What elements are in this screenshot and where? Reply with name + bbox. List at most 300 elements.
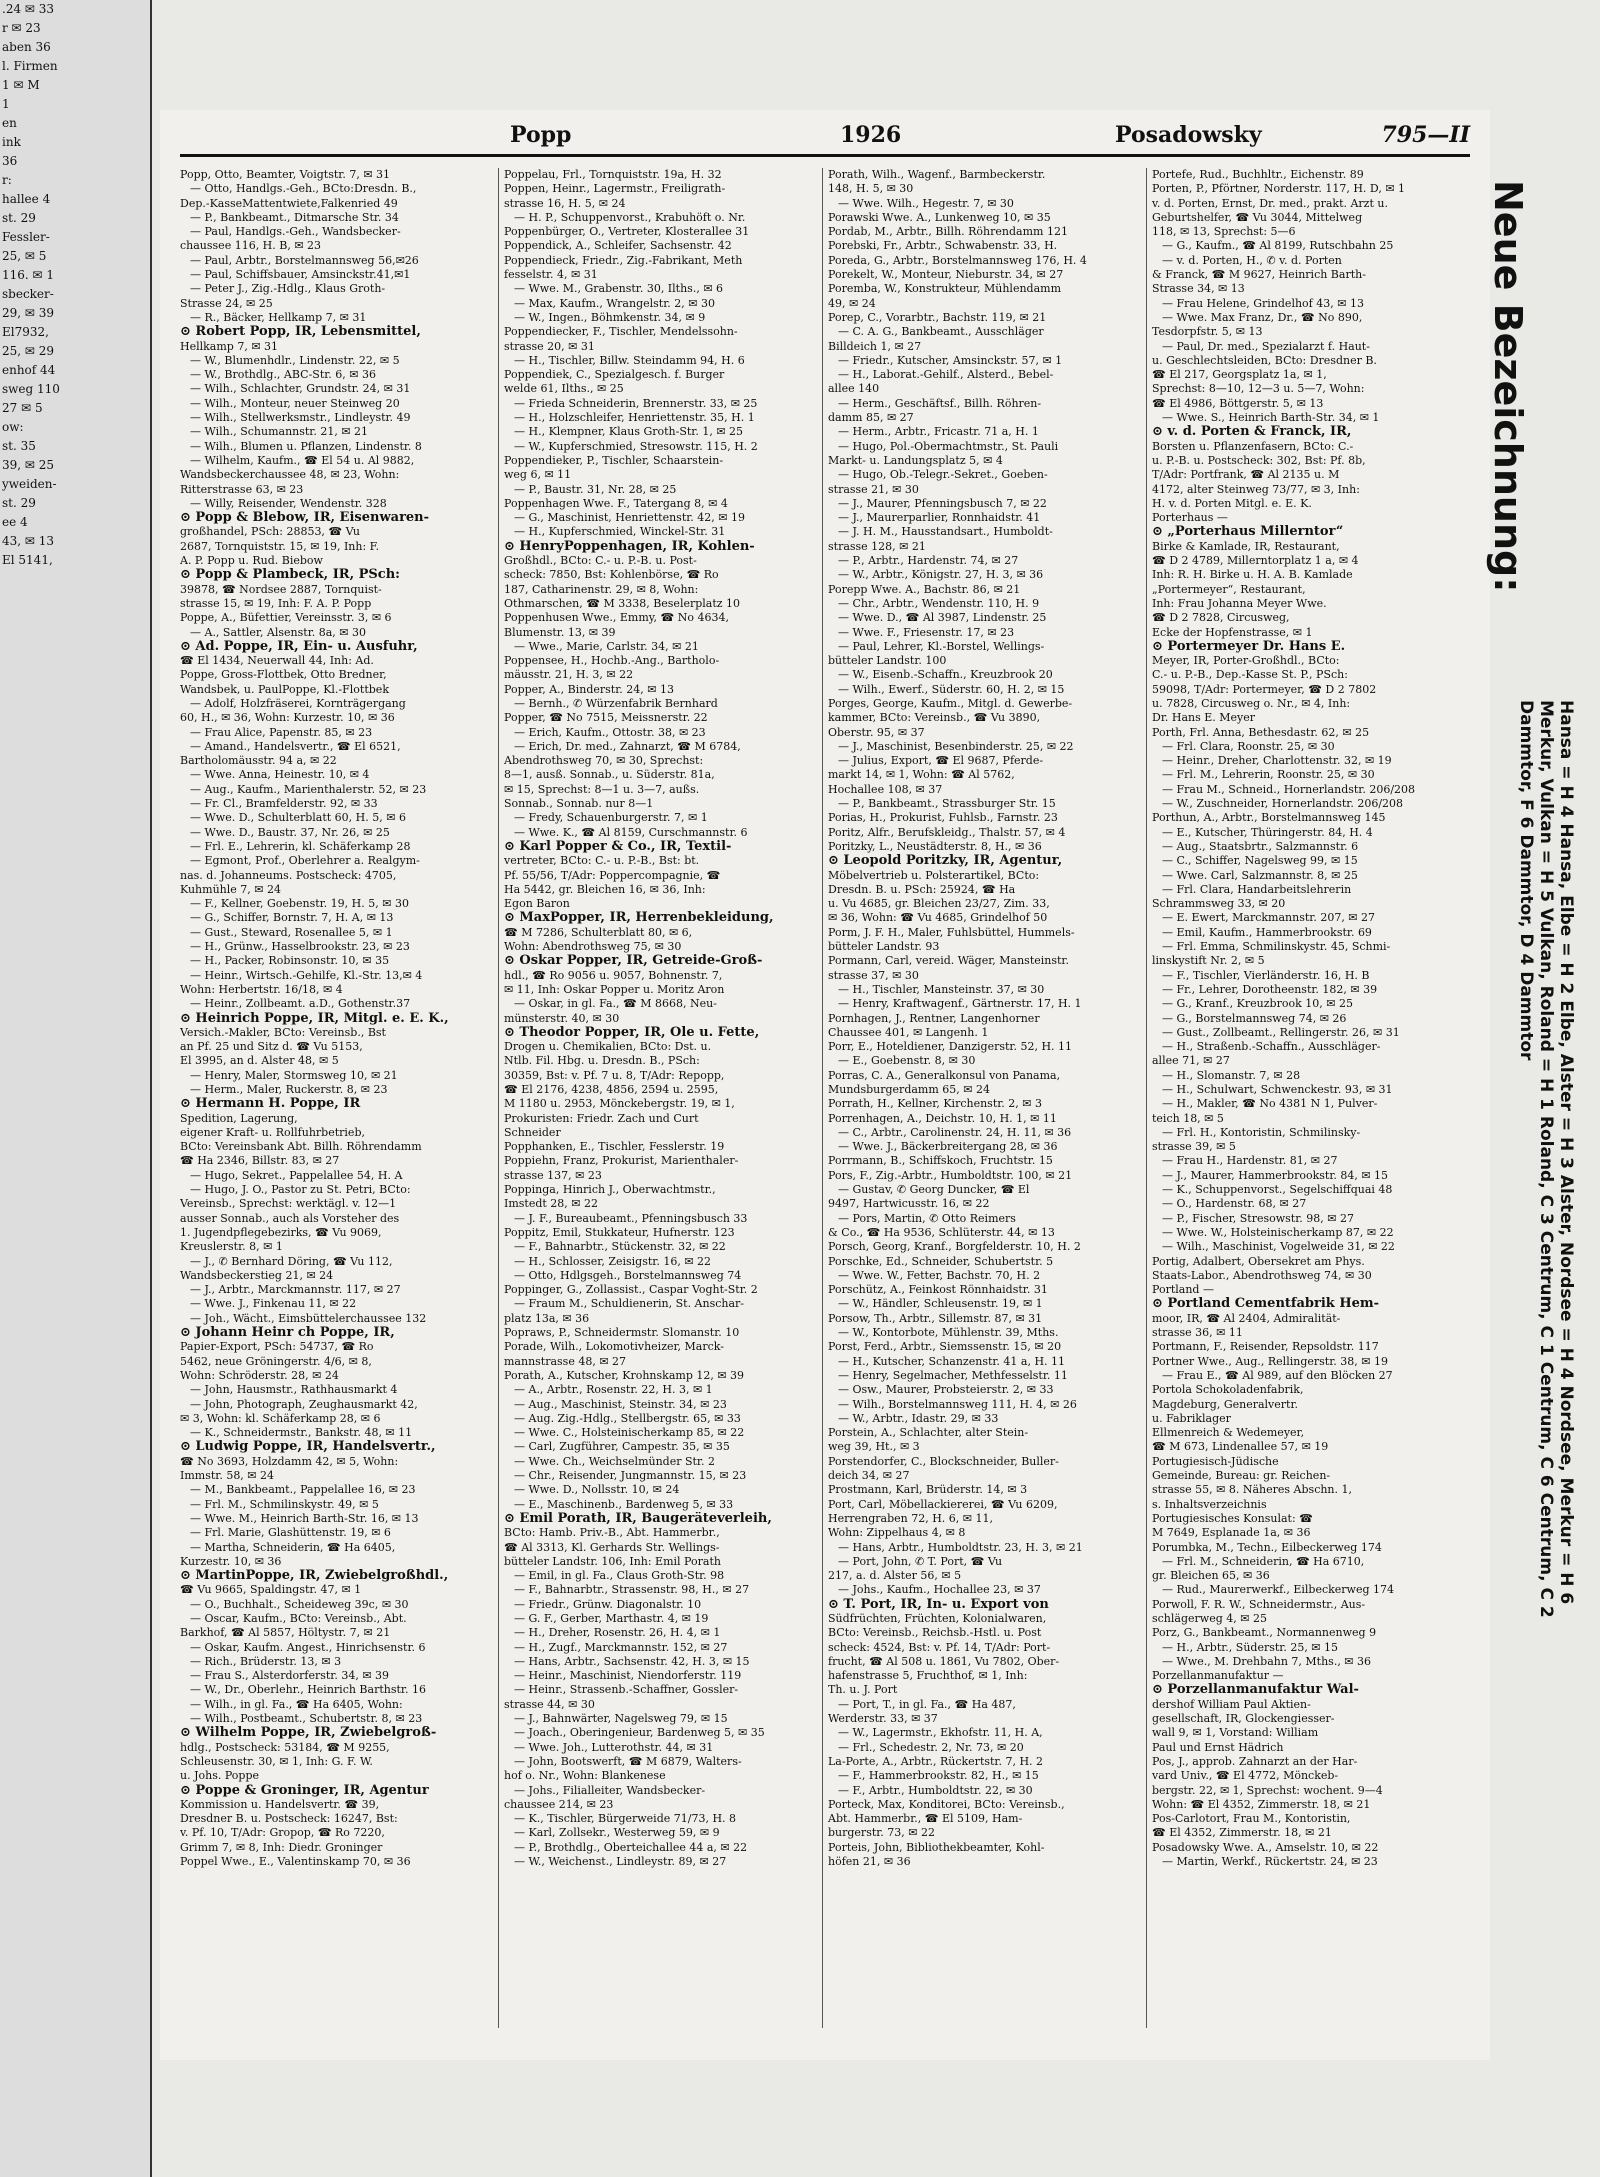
directory-entry-line: ☎ El 1434, Neuerwall 44, Inh: Ad.	[180, 654, 374, 668]
directory-entry-line: — Emil, in gl. Fa., Claus Groth-Str. 98	[514, 1569, 725, 1583]
directory-entry-line: Ritterstrasse 63, ✉ 23	[180, 482, 304, 496]
directory-entry-line: Kuhmühle 7, ✉ 24	[180, 882, 281, 896]
directory-entry-line: — Port, T., in gl. Fa., ☎ Ha 487,	[838, 1697, 1016, 1711]
directory-entry-line: Portig, Adalbert, Obersekret am Phys.	[1152, 1254, 1365, 1268]
directory-entry-line: — Aug. Zig.-Hdlg., Stellbergstr. 65, ✉ 33	[514, 1411, 741, 1425]
directory-entry-line: ✉ 3, Wohn: kl. Schäferkamp 28, ✉ 6	[180, 1411, 381, 1425]
directory-entry-line: linskystift Nr. 2, ✉ 5	[1152, 954, 1265, 968]
directory-entry-line: — Wwe. W., Fetter, Bachstr. 70, H. 2	[838, 1268, 1041, 1282]
directory-entry-line: ⊙ v. d. Porten & Franck, IR,	[1152, 425, 1352, 440]
directory-entry-line: ⊙ Karl Popper & Co., IR, Textil-	[504, 839, 732, 854]
directory-entry-line: — H., Kutscher, Schanzenstr. 41 a, H. 11	[838, 1354, 1066, 1368]
directory-entry-line: strasse 15, ✉ 19, Inh: F. A. P. Popp	[180, 596, 372, 610]
directory-entry-line: ⊙ T. Port, IR, In- u. Export von	[828, 1597, 1049, 1612]
facing-page-fragment: yweiden-	[2, 477, 57, 491]
directory-entry-line: — Emil, Kaufm., Hammerbrookstr. 69	[1162, 925, 1372, 939]
directory-entry-line: Papier-Export, PSch: 54737, ☎ Ro	[180, 1340, 374, 1354]
directory-entry-line: — Wilh., Postbeamt., Schubertstr. 8, ✉ 23	[190, 1712, 423, 1726]
directory-entry-line: teich 18, ✉ 5	[1152, 1111, 1224, 1125]
directory-entry-line: — Hugo, Ob.-Telegr.-Sekret., Goeben-	[838, 468, 1048, 482]
directory-entry-line: u. 7828, Circusweg o. Nr., ✉ 4, Inh:	[1152, 696, 1351, 710]
directory-entry-line: — H., Dreher, Rosenstr. 26, H. 4, ✉ 1	[514, 1626, 721, 1640]
directory-entry-line: 118, ✉ 13, Sprechst: 5—6	[1152, 225, 1296, 239]
directory-entry-line: 9497, Hartwicusstr. 16, ✉ 22	[828, 1197, 990, 1211]
directory-entry-line: — F., Arbtr., Humboldtstr. 22, ✉ 30	[838, 1783, 1033, 1797]
directory-entry-line: BCto: Vereinsb., Reichsb.-Hstl. u. Post	[828, 1626, 1042, 1640]
directory-entry-line: Portner Wwe., Aug., Rellingerstr. 38, ✉ 19	[1152, 1354, 1388, 1368]
side-legend	[1480, 180, 1590, 1680]
header-year: 1926	[840, 122, 902, 148]
directory-entry-line: mäusstr. 21, H. 3, ✉ 22	[504, 668, 634, 682]
directory-entry-line: Poppendiecker, F., Tischler, Mendelssohn-	[504, 325, 738, 339]
directory-entry-line: — Gustav, ✆ Georg Duncker, ☎ El	[838, 1183, 1030, 1197]
directory-entry-line: ⊙ Popp & Blebow, IR, Eisenwaren-	[180, 511, 430, 526]
directory-entry-line: hof o. Nr., Wohn: Blankenese	[504, 1769, 666, 1783]
facing-page-fragment: r ✉ 23	[2, 21, 41, 35]
directory-entry-line: ⊙ HenryPoppenhagen, IR, Kohlen-	[504, 539, 755, 554]
directory-entry-line: — Paul, Lehrer, Kl.-Borstel, Wellings-	[838, 639, 1045, 653]
directory-entry-line: — E., Goebenstr. 8, ✉ 30	[838, 1054, 976, 1068]
directory-entry-line: vard Univ., ☎ El 4772, Mönckeb-	[1152, 1769, 1339, 1783]
directory-entry-line: Poppendieker, P., Tischler, Schaarstein-	[504, 453, 724, 467]
directory-entry-line: strasse 37, ✉ 30	[828, 968, 919, 982]
directory-entry-line: — W., Ingen., Böhmkenstr. 34, ✉ 9	[514, 310, 706, 324]
directory-entry-line: — Erich, Dr. med., Zahnarzt, ☎ M 6784,	[514, 739, 741, 753]
directory-entry-line: 8—1, ausß. Sonnab., u. Süderstr. 81a,	[504, 768, 715, 782]
directory-entry-line: — Wwe. D., Baustr. 37, Nr. 26, ✉ 25	[190, 825, 390, 839]
directory-entry-line: — Wwe., Marie, Carlstr. 34, ✉ 21	[514, 639, 699, 653]
facing-page-fragment: ink	[2, 135, 21, 149]
header-last-entry: Posadowsky	[1115, 122, 1262, 148]
directory-entry-line: — Fr. Cl., Bramfelderstr. 92, ✉ 33	[190, 797, 378, 811]
facing-page-fragment: El7932,	[2, 325, 49, 339]
directory-entry-line: — W., Dr., Oberlehr., Heinrich Barthstr. 16	[190, 1683, 426, 1697]
directory-entry-line: Porawski Wwe. A., Lunkenweg 10, ✉ 35	[828, 210, 1051, 224]
directory-entry-line: Wandsbeckerchaussee 48, ✉ 23, Wohn:	[180, 468, 400, 482]
directory-page	[160, 110, 1490, 2060]
directory-entry-line: Poppinga, Hinrich J., Oberwachtmstr.,	[504, 1183, 716, 1197]
directory-entry-line: — C. A. G., Bankbeamt., Ausschläger	[838, 325, 1044, 339]
directory-entry-line: Tesdorpfstr. 5, ✉ 13	[1152, 325, 1263, 339]
directory-entry-line: Birke & Kamlade, IR, Restaurant,	[1152, 539, 1340, 553]
directory-entry-line: Poritz, Alfr., Berufskleidg., Thalstr. 57, ✉ 4	[828, 825, 1066, 839]
directory-entry-line: ☎ M 673, Lindenallee 57, ✉ 19	[1152, 1440, 1329, 1454]
directory-entry-line: — Wwe. M., Grabenstr. 30, Ilths., ✉ 6	[514, 282, 724, 296]
directory-entry-line: — Friedr., Kutscher, Amsinckstr. 57, ✉ 1	[838, 353, 1063, 367]
directory-entry-line: 60, H., ✉ 36, Wohn: Kurzestr. 10, ✉ 36	[180, 711, 395, 725]
directory-entry-line: hafenstrasse 5, Fruchthof, ✉ 1, Inh:	[828, 1669, 1028, 1683]
directory-entry-line: Pors, F., Zig.-Arbtr., Humboldtstr. 100, ✉ 21	[828, 1168, 1073, 1182]
directory-entry-line: Porwoll, F. R. W., Schneidermstr., Aus-	[1152, 1597, 1366, 1611]
directory-entry-line: — W., Brothdlg., ABC-Str. 6, ✉ 36	[190, 368, 376, 382]
directory-entry-line: gr. Bleichen 65, ✉ 36	[1152, 1569, 1270, 1583]
directory-entry-line: — W., Eisenb.-Schaffn., Kreuzbrook 20	[838, 668, 1053, 682]
directory-entry-line: Porrenhagen, A., Deichstr. 10, H. 1, ✉ 11	[828, 1111, 1057, 1125]
entry-columns	[180, 168, 1470, 2028]
directory-entry-line: — E., Maschinenb., Bardenweg 5, ✉ 33	[514, 1497, 734, 1511]
directory-entry-line: — Frau Alice, Papenstr. 85, ✉ 23	[190, 725, 373, 739]
directory-entry-line: Wohn: Schröderstr. 28, ✉ 24	[180, 1368, 339, 1382]
directory-entry-line: — H. P., Schuppenvorst., Krabuhöft o. Nr.	[514, 210, 746, 224]
directory-entry-line: Sprechst: 8—10, 12—3 u. 5—7, Wohn:	[1152, 382, 1365, 396]
directory-entry-line: — Wwe. M., Heinrich Barth-Str. 16, ✉ 13	[190, 1511, 419, 1525]
directory-entry-line: — Frl. H., Kontoristin, Schmilinsky-	[1162, 1125, 1361, 1139]
directory-entry-line: — Martin, Werkf., Rückertstr. 24, ✉ 23	[1162, 1855, 1378, 1869]
directory-entry-line: Geburtshelfer, ☎ Vu 3044, Mittelweg	[1152, 210, 1363, 224]
directory-entry-line: u. Fabriklager	[1152, 1411, 1231, 1425]
directory-entry-line: ☎ No 3693, Holzdamm 42, ✉ 5, Wohn:	[180, 1454, 399, 1468]
directory-entry-line: Meyer, IR, Porter-Großhdl., BCto:	[1152, 654, 1340, 668]
directory-entry-line: u. Johs. Poppe	[180, 1769, 260, 1783]
directory-entry-line: ☎ Al 3313, Kl. Gerhards Str. Wellings-	[504, 1540, 720, 1554]
directory-entry-line: — Frau M., Schneid., Hornerlandstr. 206/208	[1162, 782, 1416, 796]
directory-entry-line: v. Pf. 10, T/Adr: Gropop, ☎ Ro 7220,	[180, 1826, 385, 1840]
directory-entry-line: — Frl. Clara, Handarbeitslehrerin	[1162, 882, 1352, 896]
directory-entry-line: — Wilh., Maschinist, Vogelweide 31, ✉ 22	[1162, 1240, 1395, 1254]
directory-entry-line: — Aug., Maschinist, Steinstr. 34, ✉ 23	[514, 1397, 727, 1411]
directory-entry-line: — Gust., Steward, Rosenallee 5, ✉ 1	[190, 925, 393, 939]
directory-entry-line: frucht, ☎ Al 508 u. 1861, Vu 7802, Ober-	[828, 1654, 1060, 1668]
directory-entry-line: münsterstr. 40, ✉ 30	[504, 1011, 620, 1025]
directory-entry-line: — Paul, Handlgs.-Geh., Wandsbecker-	[190, 225, 401, 239]
directory-entry-line: Porath, A., Kutscher, Krohnskamp 12, ✉ 39	[504, 1368, 745, 1382]
directory-entry-line: Pos-Carlotort, Frau M., Kontoristin,	[1152, 1812, 1351, 1826]
facing-page-fragment: .24 ✉ 33	[2, 2, 55, 16]
facing-page-fragment: sbecker-	[2, 287, 54, 301]
directory-entry-line: — H., Tischler, Billw. Steindamm 94, H. 6	[514, 353, 745, 367]
directory-entry-line: allee 140	[828, 382, 880, 396]
directory-entry-line: strasse 36, ✉ 11	[1152, 1326, 1243, 1340]
directory-entry-line: — G., Maschinist, Henriettenstr. 42, ✉ 19	[514, 511, 745, 525]
facing-page-fragment: en	[2, 116, 17, 130]
directory-entry-line: — C., Arbtr., Carolinenstr. 24, H. 11, ✉ 36	[838, 1125, 1072, 1139]
directory-entry-line: — F., Bahnarbtr., Stückenstr. 32, ✉ 22	[514, 1240, 726, 1254]
directory-entry-line: — H., Kupferschmied, Winckel-Str. 31	[514, 525, 726, 539]
directory-entry-line: ⊙ Porzellanmanufaktur Wal-	[1152, 1683, 1359, 1698]
directory-entry-line: Gemeinde, Bureau: gr. Reichen-	[1152, 1469, 1331, 1483]
directory-entry-line: — E., Kutscher, Thüringerstr. 84, H. 4	[1162, 825, 1373, 839]
directory-entry-line: ☎ D 2 4789, Millerntorplatz 1 a, ✉ 4	[1152, 554, 1359, 568]
directory-entry-line: — Julius, Export, ☎ El 9687, Pferde-	[838, 754, 1044, 768]
directory-entry-line: — P., Brothdlg., Oberteichallee 44 a, ✉ 22	[514, 1840, 748, 1854]
directory-entry-line: — W., Weichenst., Lindleystr. 89, ✉ 27	[514, 1855, 727, 1869]
directory-entry-line: — Wwe. W., Holsteinischerkamp 87, ✉ 22	[1162, 1225, 1394, 1239]
directory-entry-line: — H., Makler, ☎ No 4381 N 1, Pulver-	[1162, 1097, 1378, 1111]
directory-entry-line: Poppendick, A., Schleifer, Sachsenstr. 42	[504, 239, 732, 253]
directory-entry-line: Poppiehn, Franz, Prokurist, Marienthaler-	[504, 1154, 739, 1168]
directory-entry-line: Porstendorfer, C., Blockschneider, Buller-	[828, 1454, 1059, 1468]
directory-entry-line: Porep, C., Vorarbtr., Bachstr. 119, ✉ 21	[828, 310, 1047, 324]
directory-entry-line: — Pors, Martin, ✆ Otto Reimers	[838, 1211, 1016, 1225]
directory-entry-line: — W., Kontorbote, Mühlenstr. 39, Mths.	[838, 1326, 1059, 1340]
directory-entry-line: Poppel Wwe., E., Valentinskamp 70, ✉ 36	[180, 1855, 411, 1869]
directory-entry-line: Prokuristen: Friedr. Zach und Curt	[504, 1111, 699, 1125]
directory-entry-line: markt 14, ✉ 1, Wohn: ☎ Al 5762,	[828, 768, 1015, 782]
directory-entry-line: — H., Packer, Robinsonstr. 10, ✉ 35	[190, 954, 390, 968]
directory-entry-line: Immstr. 58, ✉ 24	[180, 1469, 275, 1483]
directory-entry-line: T/Adr: Portfrank, ☎ Al 2135 u. M	[1152, 468, 1340, 482]
directory-entry-line: — Friedr., Grünw. Diagonalstr. 10	[514, 1597, 702, 1611]
facing-page-fragment: ee 4	[2, 515, 28, 529]
directory-entry-line: — K., Schneidermstr., Bankstr. 48, ✉ 11	[190, 1426, 413, 1440]
directory-entry-line: — Henry, Maler, Stormsweg 10, ✉ 21	[190, 1068, 398, 1082]
directory-entry-line: Poppendiek, C., Spezialgesch. f. Burger	[504, 368, 725, 382]
directory-entry-line: schlägerweg 4, ✉ 25	[1152, 1611, 1267, 1625]
directory-entry-line: Porstein, A., Schlachter, alter Stein-	[828, 1426, 1029, 1440]
facing-page-fragment: st. 29	[2, 211, 36, 225]
directory-entry-line: — H., Holzschleifer, Henriettenstr. 35, H. 1	[514, 411, 755, 425]
directory-entry-line: Porten, P., Pförtner, Norderstr. 117, H. D, ✉ 1	[1152, 182, 1406, 196]
directory-entry-line: Strasse 24, ✉ 25	[180, 296, 273, 310]
directory-entry-line: — Wwe. Carl, Salzmannstr. 8, ✉ 25	[1162, 868, 1358, 882]
directory-entry-line: — H., Grünw., Hasselbrookstr. 23, ✉ 23	[190, 940, 410, 954]
directory-entry-line: H. v. d. Porten Mitgl. e. E. K.	[1152, 496, 1312, 510]
directory-entry-line: bergstr. 22, ✉ 1, Sprechst: wochent. 9—4	[1152, 1783, 1383, 1797]
directory-entry-line: Porteck, Max, Konditorei, BCto: Vereinsb.,	[828, 1797, 1065, 1811]
directory-entry-line: — W., Händler, Schleusenstr. 19, ✉ 1	[838, 1297, 1043, 1311]
directory-entry-line: an Pf. 25 und Sitz d. ☎ Vu 5153,	[180, 1040, 363, 1054]
directory-entry-line: ⊙ Popp & Plambeck, IR, PSch:	[180, 568, 400, 583]
directory-entry-line: ☎ M 7286, Schulterblatt 80, ✉ 6,	[504, 925, 693, 939]
directory-entry-line: kammer, BCto: Vereinsb., ☎ Vu 3890,	[828, 711, 1041, 725]
directory-entry-line: — Johs., Kaufm., Hochallee 23, ✉ 37	[838, 1583, 1041, 1597]
directory-entry-line: — Wwe. Anna, Heinestr. 10, ✉ 4	[190, 768, 370, 782]
directory-entry-line: — Herm., Geschäftsf., Billh. Röhren-	[838, 396, 1042, 410]
directory-entry-line: — Egmont, Prof., Oberlehrer a. Realgym-	[190, 854, 420, 868]
directory-entry-line: ☎ Vu 9665, Spaldingstr. 47, ✉ 1	[180, 1583, 362, 1597]
directory-entry-line: A. P. Popp u. Rud. Biebow	[180, 554, 323, 568]
directory-entry-line: — Wilh., Blumen u. Pflanzen, Lindenstr. 8	[190, 439, 422, 453]
directory-entry-line: Porm, J. F. H., Maler, Fuhlsbüttel, Hummels-	[828, 925, 1075, 939]
directory-entry-line: ⊙ Theodor Popper, IR, Öle u. Fette,	[504, 1025, 760, 1040]
directory-entry-line: — Carl, Zugführer, Campestr. 35, ✉ 35	[514, 1440, 730, 1454]
directory-entry-line: — Heinr., Wirtsch.-Gehilfe, Kl.-Str. 13,✉ 4	[190, 968, 423, 982]
directory-entry-line: burgerstr. 73, ✉ 22	[828, 1826, 936, 1840]
directory-entry-line: — Hans, Arbtr., Humboldtstr. 23, H. 3, ✉ 21	[838, 1540, 1083, 1554]
directory-entry-line: strasse 137, ✉ 23	[504, 1168, 602, 1182]
directory-entry-line: strasse 16, H. 5, ✉ 24	[504, 196, 626, 210]
directory-entry-line: Poppitz, Emil, Stukkateur, Hufnerstr. 123	[504, 1225, 735, 1239]
directory-entry-line: BCto: Vereinsbank Abt. Billh. Röhrendamm	[180, 1140, 422, 1154]
directory-entry-line: Großhdl., BCto: C.- u. P.-B. u. Post-	[504, 554, 697, 568]
directory-entry-line: — Joach., Oberingenieur, Bardenweg 5, ✉ 35	[514, 1726, 765, 1740]
directory-entry-line: — Hugo, J. O., Pastor zu St. Petri, BCto:	[190, 1183, 411, 1197]
directory-entry-line: — Wwe. Max Franz, Dr., ☎ No 890,	[1162, 310, 1363, 324]
directory-entry-line: — Gust., Zollbeamt., Rellingerstr. 26, ✉ 31	[1162, 1025, 1400, 1039]
directory-entry-line: — K., Tischler, Bürgerweide 71/73, H. 8	[514, 1812, 737, 1826]
directory-entry-line: Herrengraben 72, H. 6, ✉ 11,	[828, 1511, 993, 1525]
directory-entry-line: Sonnab., Sonnab. nur 8—1	[504, 797, 654, 811]
directory-entry-line: 5462, neue Gröningerstr. 4/6, ✉ 8,	[180, 1354, 372, 1368]
directory-entry-line: — K., Schuppenvorst., Segelschiffquai 48	[1162, 1183, 1393, 1197]
directory-entry-line: — Oskar, in gl. Fa., ☎ M 8668, Neu-	[514, 997, 717, 1011]
directory-entry-line: Portugiesisch-Jüdische	[1152, 1454, 1279, 1468]
directory-entry-line: 217, a. d. Alster 56, ✉ 5	[828, 1569, 962, 1583]
directory-entry-line: Portland —	[1152, 1283, 1214, 1297]
directory-entry-line: — Wilh., Ewerf., Süderstr. 60, H. 2, ✉ 15	[838, 682, 1065, 696]
directory-entry-line: Kurzestr. 10, ✉ 36	[180, 1554, 282, 1568]
directory-entry-line: — Wwe., M. Drehbahn 7, Mths., ✉ 36	[1162, 1654, 1372, 1668]
facing-page-fragment: 29, ✉ 39	[2, 306, 55, 320]
directory-entry-line: platz 13a, ✉ 36	[504, 1311, 590, 1325]
directory-entry-line: — W., Arbtr., Königstr. 27, H. 3, ✉ 36	[838, 568, 1044, 582]
directory-entry-line: — Frau S., Alsterdorferstr. 34, ✉ 39	[190, 1669, 390, 1683]
directory-entry-line: — Frau E., ☎ Al 989, auf den Blöcken 27	[1162, 1368, 1393, 1382]
directory-entry-line: — Wilh., in gl. Fa., ☎ Ha 6405, Wohn:	[190, 1697, 403, 1711]
facing-page-fragment: hallee 4	[2, 192, 51, 206]
directory-entry-line: Oberstr. 95, ✉ 37	[828, 725, 925, 739]
directory-entry-line: Porst, Ferd., Arbtr., Siemssenstr. 15, ✉ 20	[828, 1340, 1062, 1354]
directory-entry-line: — Wwe. J., Finkenau 11, ✉ 22	[190, 1297, 357, 1311]
directory-entry-line: scheck: 4524, Bst: v. Pf. 14, T/Adr: Port-	[828, 1640, 1051, 1654]
directory-entry-line: Dr. Hans E. Meyer	[1152, 711, 1256, 725]
directory-entry-line: — Aug., Kaufm., Marienthalerstr. 52, ✉ 23	[190, 782, 427, 796]
directory-entry-line: Markt- u. Landungsplatz 5, ✉ 4	[828, 453, 1003, 467]
directory-entry-line: — H., Zugf., Marckmannstr. 152, ✉ 27	[514, 1640, 728, 1654]
directory-entry-line: — Heinr., Dreher, Charlottenstr. 32, ✉ 19	[1162, 754, 1392, 768]
directory-entry-line: wall 9, ✉ 1, Vorstand: William	[1152, 1726, 1319, 1740]
facing-page-fragment: 1 ✉ M	[2, 78, 40, 92]
directory-entry-line: — Wwe. D., ☎ Al 3987, Lindenstr. 25	[838, 611, 1047, 625]
directory-entry-line: Schleusenstr. 30, ✉ 1, Inh: G. F. W.	[180, 1754, 373, 1768]
directory-entry-line: strasse 44, ✉ 30	[504, 1697, 595, 1711]
directory-entry-line: — O., Hardenstr. 68, ✉ 27	[1162, 1197, 1307, 1211]
directory-entry-line: ☎ El 4352, Zimmerstr. 18, ✉ 21	[1152, 1826, 1332, 1840]
directory-entry-line: — H., Schulwart, Schwenckestr. 93, ✉ 31	[1162, 1083, 1393, 1096]
directory-entry-line: Popphanken, E., Tischler, Fesslerstr. 19	[504, 1140, 725, 1154]
directory-entry-line: Posadowsky Wwe. A., Amselstr. 10, ✉ 22	[1152, 1840, 1379, 1854]
directory-entry-line: ⊙ Emil Porath, IR, Baugeräteverleih,	[504, 1511, 772, 1526]
directory-entry-line: Mundsburgerdamm 65, ✉ 24	[828, 1083, 990, 1096]
directory-entry-line: — J., Maurer, Hammerbrookstr. 84, ✉ 15	[1162, 1168, 1389, 1182]
side-title: Neue Bezeichnung:	[1486, 180, 1530, 593]
directory-entry-line: — J., Bahnwärter, Nagelsweg 79, ✉ 15	[514, 1712, 728, 1726]
directory-entry-line: Ellmenreich & Wedemeyer,	[1152, 1426, 1305, 1440]
directory-entry-line: ✉ 11, Inh: Oskar Popper u. Moritz Aron	[504, 982, 725, 996]
directory-entry-line: — Wwe. J., Bäckerbreitergang 28, ✉ 36	[838, 1140, 1058, 1154]
directory-entry-line: — Frl. Clara, Roonstr. 25, ✉ 30	[1162, 739, 1335, 753]
directory-entry-line: — G., Kaufm., ☎ Al 8199, Rutschbahn 25	[1162, 239, 1394, 253]
directory-entry-line: — Frau Helene, Grindelhof 43, ✉ 13	[1162, 296, 1364, 310]
directory-entry-line: — Rich., Brüderstr. 13, ✉ 3	[190, 1654, 342, 1668]
directory-entry-line: — Heinr., Zollbeamt. a.D., Gothenstr.37	[190, 997, 411, 1011]
directory-entry-line: höfen 21, ✉ 36	[828, 1855, 911, 1869]
facing-page-fragment: r:	[2, 173, 12, 187]
directory-entry-line: Porrmann, B., Schiffskoch, Fruchtstr. 15	[828, 1154, 1053, 1168]
directory-entry-line: — F., Kellner, Goebenstr. 19, H. 5, ✉ 30	[190, 897, 409, 911]
directory-entry-line: Bartholomäusstr. 94 a, ✉ 22	[180, 754, 337, 768]
directory-entry-line: fesselstr. 4, ✉ 31	[504, 268, 598, 282]
directory-entry-line: — Wilh., Schumannstr. 21, ✉ 21	[190, 425, 369, 439]
directory-entry-line: — H., Tischler, Mansteinstr. 37, ✉ 30	[838, 982, 1045, 996]
directory-entry-line: Poremba, W., Konstrukteur, Mühlendamm	[828, 282, 1062, 296]
directory-entry-line: — Max, Kaufm., Wrangelstr. 2, ✉ 30	[514, 296, 715, 310]
directory-entry-line: Vereinsb., Sprechst: werktägl. v. 12—1	[180, 1197, 397, 1211]
directory-entry-line: — Frau H., Hardenstr. 81, ✉ 27	[1162, 1154, 1338, 1168]
directory-entry-line: — W., Arbtr., Idastr. 29, ✉ 33	[838, 1411, 999, 1425]
directory-entry-line: Poppenbürger, O., Vertreter, Klosterallee 31	[504, 225, 750, 239]
facing-page-fragment: l. Firmen	[2, 59, 58, 73]
directory-entry-line: Borsten u. Pflanzenfasern, BCto: C.-	[1152, 439, 1354, 453]
directory-entry-line: v. d. Porten, Ernst, Dr. med., prakt. Arzt u.	[1152, 196, 1388, 210]
page-number: 795—II	[1381, 122, 1470, 148]
directory-entry-line: 4172, alter Steinweg 73/77, ✉ 3, Inh:	[1152, 482, 1360, 496]
directory-entry-line: Porath, Wilh., Wagenf., Barmbeckerstr.	[828, 168, 1046, 181]
directory-entry-line: — Frl. M., Lehrerin, Roonstr. 25, ✉ 30	[1162, 768, 1375, 782]
column-3	[828, 168, 1147, 2028]
facing-page-fragment: 27 ✉ 5	[2, 401, 43, 415]
directory-entry-line: — Wilh., Stellwerksmstr., Lindleystr. 49	[190, 411, 411, 425]
directory-entry-line: Portefe, Rud., Buchhltr., Eichenstr. 89	[1152, 168, 1364, 181]
directory-entry-line: Portola Schokoladenfabrik,	[1152, 1383, 1304, 1397]
directory-entry-line: großhandel, PSch: 28853, ☎ Vu	[180, 525, 360, 539]
directory-entry-line: Popper, A., Binderstr. 24, ✉ 13	[504, 682, 674, 696]
directory-entry-line: Portmann, F., Reisender, Repsoldstr. 117	[1152, 1340, 1379, 1354]
directory-entry-line: — Frl. E., Lehrerin, kl. Schäferkamp 28	[190, 839, 411, 853]
directory-entry-line: — Hugo, Pol.-Obermachtmstr., St. Pauli	[838, 439, 1059, 453]
directory-entry-line: — J., Maurer, Pfenningsbusch 7, ✉ 22	[838, 496, 1047, 510]
directory-entry-line: — G., Borstelmannsweg 74, ✉ 26	[1162, 1011, 1347, 1025]
directory-entry-line: Poppelau, Frl., Tornquiststr. 19a, H. 32	[504, 168, 722, 181]
directory-entry-line: Magdeburg, Generalvertr.	[1152, 1397, 1299, 1411]
directory-entry-line: — Heinr., Strassenb.-Schaffner, Gossler-	[514, 1683, 739, 1697]
directory-entry-line: weg 39, Ht., ✉ 3	[828, 1440, 920, 1454]
directory-entry-line: Drogen u. Chemikalien, BCto: Dst. u.	[504, 1040, 712, 1054]
directory-entry-line: — Wwe. D., Schulterblatt 60, H. 5, ✉ 6	[190, 811, 406, 825]
directory-entry-line: Porzellanmanufaktur —	[1152, 1669, 1284, 1683]
directory-entry-line: weg 6, ✉ 11	[504, 468, 572, 482]
directory-entry-line: Pordab, M., Arbtr., Billh. Röhrendamm 121	[828, 225, 1068, 239]
directory-entry-line: bütteler Landstr. 106, Inh: Emil Porath	[504, 1554, 721, 1568]
directory-entry-line: allee 71, ✉ 27	[1152, 1054, 1230, 1068]
exchange-legend: Hansa = H 4 Hansa, Elbe = H 2 Elbe, Alster = H 3 Alster, Nordsee = H 4 Nordsee, Merkur = H 6 Merkur, Vulkan = H 5 Vulkan, Roland = H 1 Roland, C 3 Centrum, C 1 Centrum, C 6 Centrum, C 2 Dammtor, F 6 Dammtor, D 4 Dammtor	[1516, 700, 1576, 1618]
facing-page-fragment: 39, ✉ 25	[2, 458, 55, 472]
directory-entry-line: — W., Lagermstr., Ekhofstr. 11, H. A,	[838, 1726, 1043, 1740]
directory-entry-line: Porias, H., Prokurist, Fuhlsb., Farnstr. 23	[828, 811, 1058, 825]
directory-entry-line: strasse 128, ✉ 21	[828, 539, 926, 553]
directory-entry-line: Poritzky, L., Neustädterstr. 8, H., ✉ 36	[828, 839, 1042, 853]
directory-entry-line: — G., Schiffer, Bornstr. 7, H. A, ✉ 13	[190, 911, 394, 925]
directory-entry-line: 39878, ☎ Nordsee 2887, Tornquist-	[180, 582, 382, 596]
directory-entry-line: — Chr., Reisender, Jungmannstr. 15, ✉ 23	[514, 1469, 747, 1483]
facing-page-fragment: enhof 44	[2, 363, 56, 377]
directory-entry-line: Pf. 55/56, T/Adr: Poppercompagnie, ☎	[504, 868, 721, 882]
directory-entry-line: Porthun, A., Arbtr., Borstelmannsweg 145	[1152, 811, 1386, 825]
directory-entry-line: mannstrasse 48, ✉ 27	[504, 1354, 627, 1368]
directory-entry-line: — Erich, Kaufm., Ottostr. 38, ✉ 23	[514, 725, 706, 739]
directory-entry-line: Popper, ☎ No 7515, Meissnerstr. 22	[504, 711, 708, 725]
column-4	[1152, 168, 1470, 2028]
directory-entry-line: Pos, J., approb. Zahnarzt an der Har-	[1152, 1754, 1358, 1768]
directory-entry-line: ⊙ Hermann H. Poppe, IR	[180, 1097, 361, 1112]
column-1	[180, 168, 499, 2028]
directory-entry-line: — E. Ewert, Marckmannstr. 207, ✉ 27	[1162, 911, 1376, 925]
directory-entry-line: Staats-Labor., Abendrothsweg 74, ✉ 30	[1152, 1268, 1372, 1282]
page-header	[180, 120, 1470, 157]
directory-entry-line: Grimm 7, ✉ 8, Inh: Diedr. Groninger	[180, 1840, 383, 1854]
directory-entry-line: u. Vu 4685, gr. Bleichen 23/27, Zim. 33,	[828, 897, 1050, 911]
directory-entry-line: Poppenhagen Wwe. F., Tatergang 8, ✉ 4	[504, 496, 728, 510]
directory-entry-line: Poppe, A., Büfettier, Vereinsstr. 3, ✉ 6	[180, 611, 392, 625]
directory-entry-line: Wohn: Herbertstr. 16/18, ✉ 4	[180, 982, 343, 996]
directory-entry-line: C.- u. P.-B., Dep.-Kasse St. P., PSch:	[1152, 668, 1348, 682]
directory-entry-line: La-Porte, A., Arbtr., Rückertstr. 7, H. 2	[828, 1754, 1044, 1768]
directory-entry-line: — Henry, Kraftwagenf., Gärtnerstr. 17, H. 1	[838, 997, 1082, 1011]
directory-entry-line: — Oscar, Kaufm., BCto: Vereinsb., Abt.	[190, 1611, 407, 1625]
directory-entry-line: Wandsbek, u. PaulPoppe, Kl.-Flottbek	[180, 682, 389, 696]
facing-page-fragment: Fessler-	[2, 230, 50, 244]
directory-entry-line: hdlg., Postscheck: 53184, ☎ M 9255,	[180, 1740, 390, 1754]
